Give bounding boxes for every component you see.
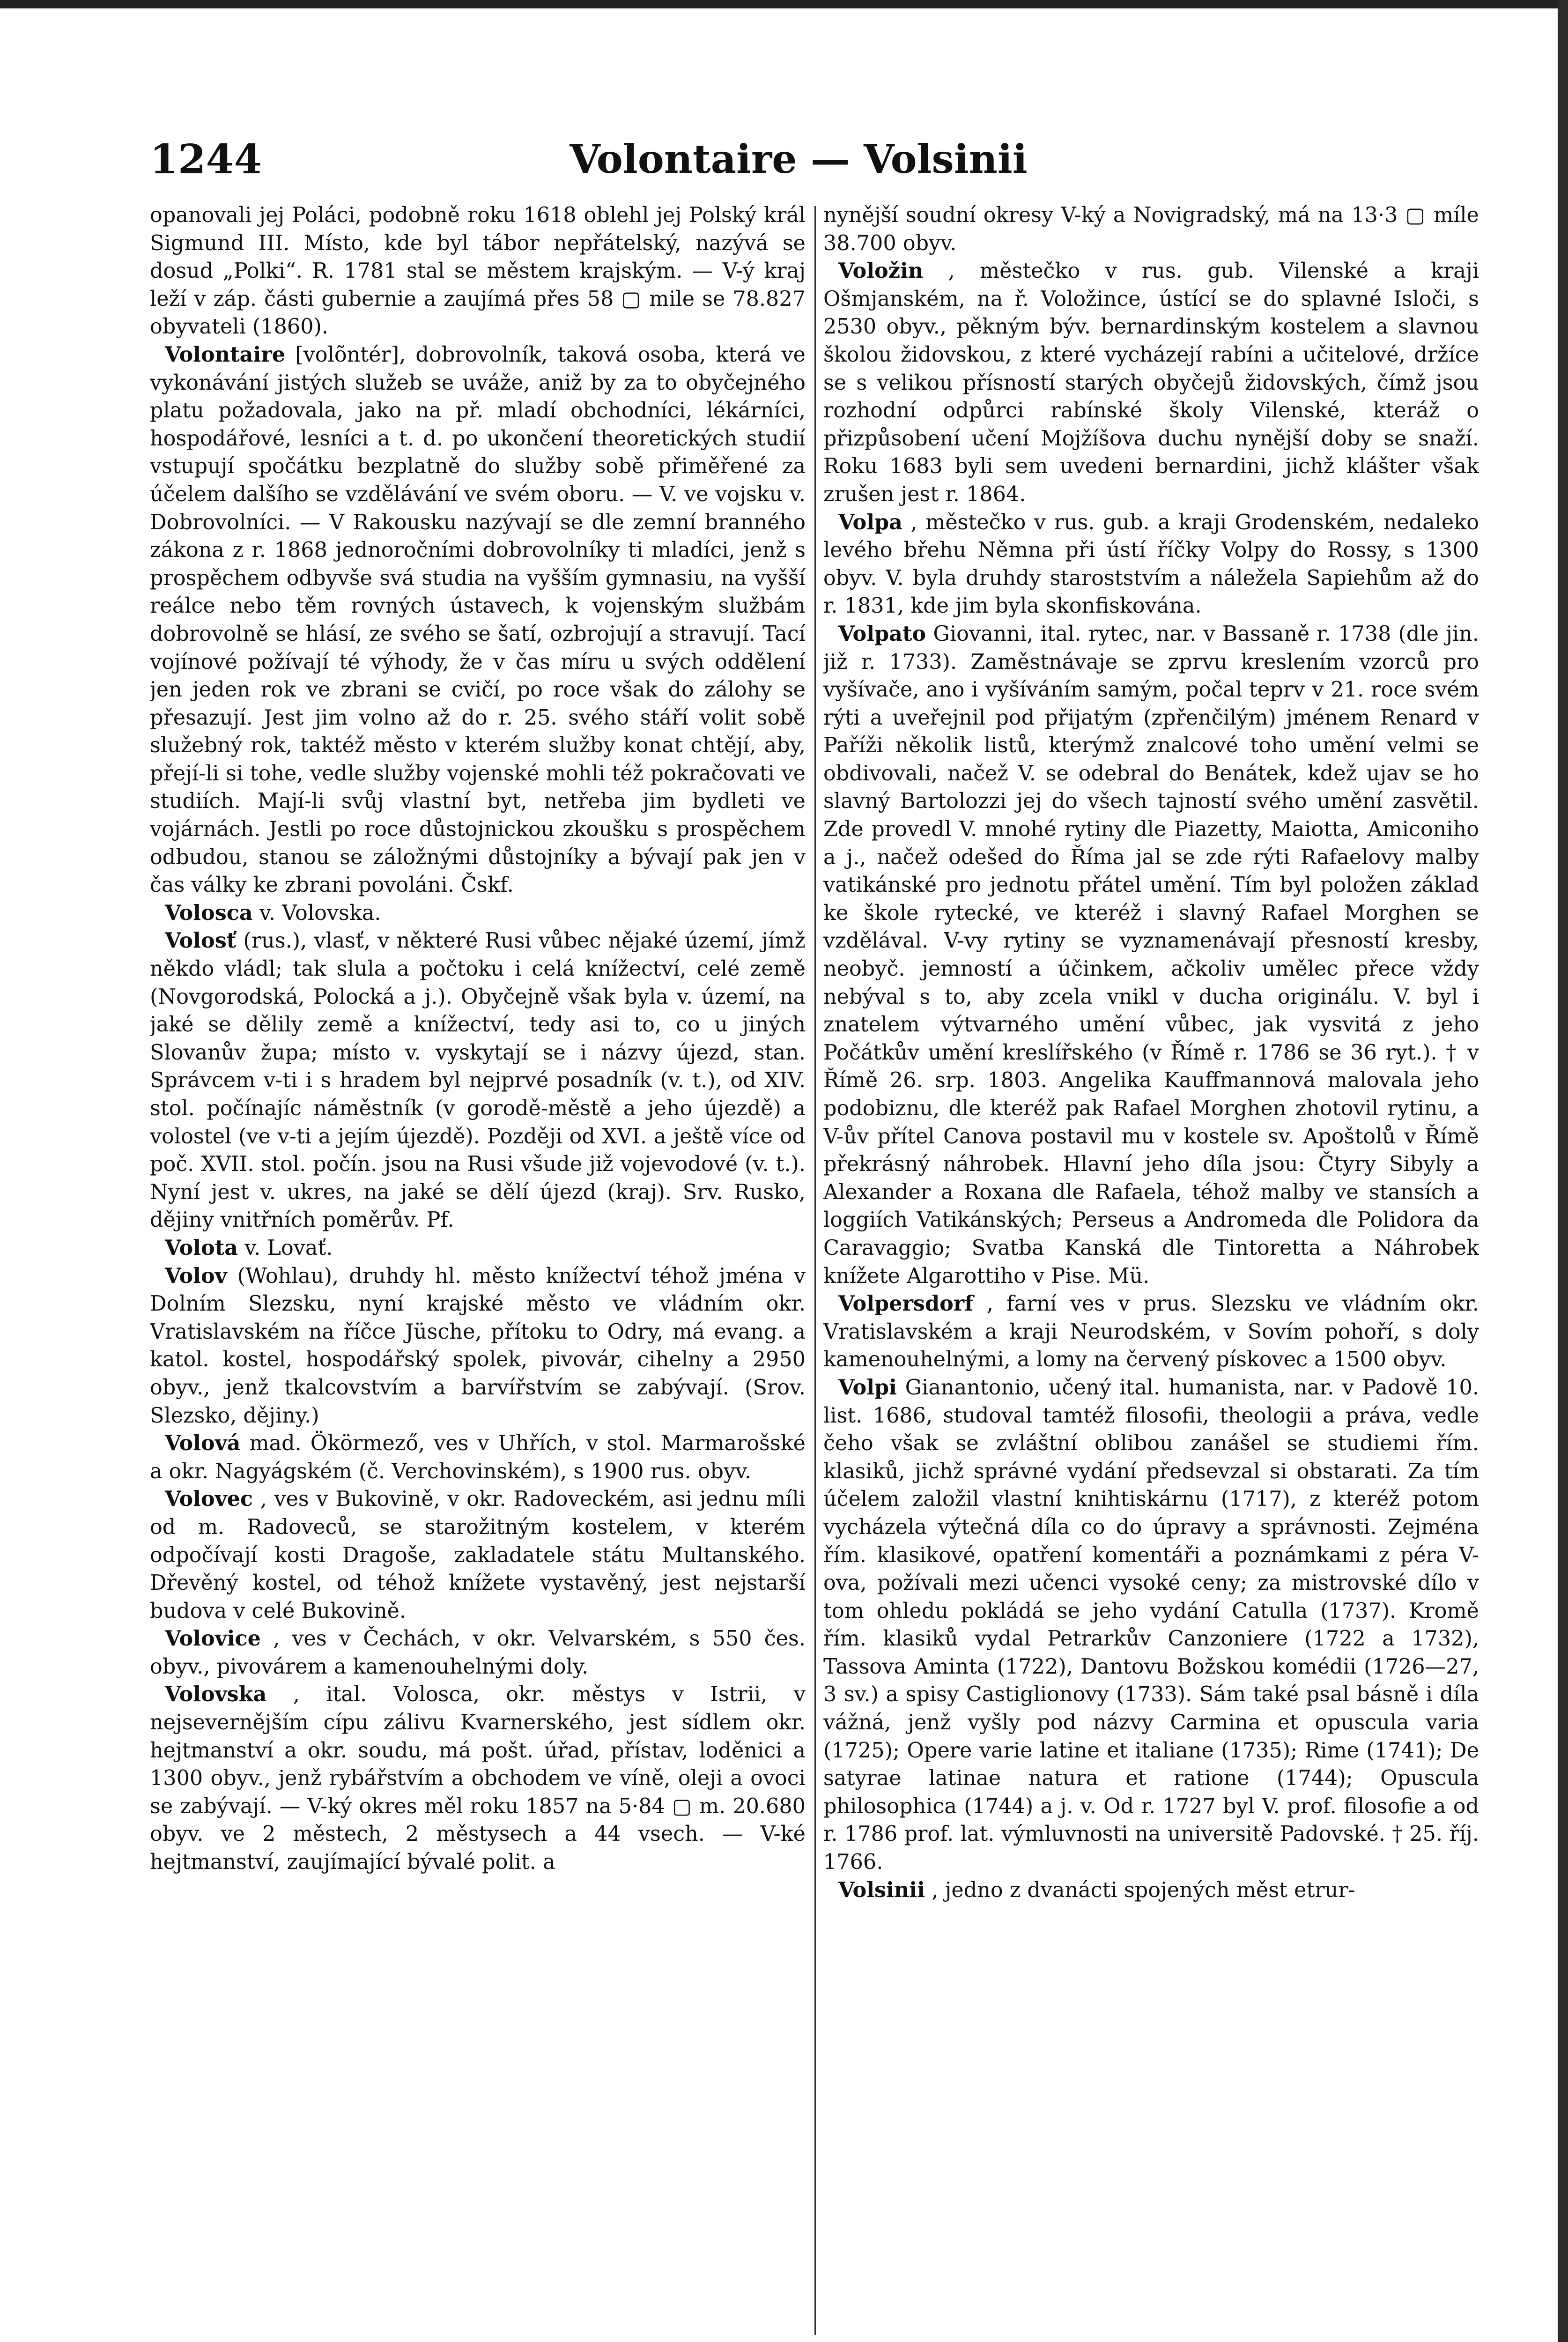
entry-headword: Volovec [165, 1487, 253, 1512]
dictionary-entry [150, 1262, 806, 1430]
entry-headword: Volota [165, 1235, 238, 1260]
running-head: Volontaire — Volsinii [570, 136, 1028, 182]
entry-text: v. Lovať. [244, 1236, 333, 1260]
dictionary-entry [823, 1876, 1479, 1905]
dictionary-entry [823, 1290, 1479, 1374]
dictionary-entry [150, 927, 806, 1234]
entry-text: , ital. Volosca, okr. městys v Istrii, v nejsevernějším cípu zálivu Kvarnerského, jest sídlem okr. hejtmanství a okr. soudu, má pošt. úřad, přístav, loděnici a 1300 obyv., jenž rybářstvím a obchodem ve víně, oleji a ovoci se zabývají. — V-ký okres měl roku 1857 na 5·84 ▢ m. 20.680 obyv. ve 2 městech, 2 městysech a 44 vsech. — V-ké hejtmanství, zaujímající bývalé polit. a [150, 1682, 806, 1875]
entry-headword: Volsinii [838, 1877, 925, 1902]
dictionary-entry [150, 341, 806, 899]
dictionary-entry [823, 509, 1479, 620]
entry-headword: Volpa [838, 510, 902, 534]
entry-text: , farní ves v prus. Slezsku ve vládním okr. Vratislavském a kraji Neurodském, v Sovím pohoří, s doly kamenouhelnými, a lomy na červený pískovec a 1500 obyv. [823, 1292, 1479, 1372]
entry-headword: Volpi [838, 1375, 897, 1400]
entry-text: (rus.), vlasť, v některé Rusi vůbec nějaké území, jímž někdo vládl; tak slula a počtoku i celá knížectví, celé země (Novgorodská, Polocká a j.). Obyčejně však byla v. území, na jaké se dělily země a knížectví, tedy asi to, co u jiných Slovanův župa; místo v. vyskytají se i názvy újezd, stan. Správcem v-ti i s hradem byl nejprvé posadník (v. t.), od XIV. stol. počínajíc náměstník (v gorodě-městě a jeho újezdě) a volostel (ve v-ti a jejím újezdě). Později od XVI. a ještě více od poč. XVII. stol. počín. jsou na Rusi všude již vojevodové (v. t.). Nyní jest v. ukres, na jaké se dělí újezd (kraj). Srv. Rusko, dějiny vnitřních poměrův. Pf. [150, 929, 806, 1232]
dictionary-entry [150, 201, 806, 341]
column-rule [814, 206, 816, 2335]
entry-text: Gianantonio, učený ital. humanista, nar. v Padově 10. list. 1686, studoval tamtéž filosofii, theologii a práva, vedle čeho však se zvláštní oblibou zanášel se studiemi řím. klasiků, jichž správné vydání předsevzal si obstarati. Za tím účelem založil vlastní knihtiskárnu (1717), z kteréž potom vycházela výtečná díla co do úpravy a správnosti. Zejména řím. klasikové, opatření komentáři a poznámkami z péra V-ova, požívali mezi učenci vysoké ceny; za mistrovské dílo v tom ohledu pokládá se jeho vydání Catulla (1737). Kromě řím. klasiků vydal Petrarkův Canzoniere (1722 a 1732), Tassova Aminta (1722), Dantovu Božskou komédii (1726—27, 3 sv.) a spisy Castiglionovy (1733). Sám také psal básně i díla vážná, jenž vyšly pod názvy Carmina et opuscula varia (1725); Opere varie latine et italiane (1735); Rime (1741); De satyrae latinae natura et ratione (1744); Opuscula philosophica (1744) a j. v. Od r. 1727 byl V. prof. filosofie a od r. 1786 prof. lat. výmluvnosti na universitě Padovské. † 25. říj. 1766. [823, 1375, 1479, 1875]
entry-headword: Volovska [165, 1682, 267, 1707]
page-header [150, 136, 1447, 187]
dictionary-entry [150, 1430, 806, 1485]
entry-headword: Volontaire [165, 342, 286, 367]
entry-text: nynější soudní okresy V-ký a Novigradský, má na 13·3 ▢ míle 38.700 obyv. [823, 203, 1479, 255]
entry-headword: Volovice [165, 1626, 261, 1651]
entry-text: , městečko v rus. gub. a kraji Grodenském, nedaleko levého břehu Němna při ústí říčky Volpy do Rossy, s 1300 obyv. V. byla druhdy staroststvím a náležela Sapiehům až do r. 1831, kde jim byla skonfiskována. [823, 510, 1479, 618]
page-edge-right [1558, 0, 1568, 2342]
entry-headword: Volov [165, 1263, 227, 1288]
page-edge-top [0, 0, 1568, 8]
entry-headword: Volpato [838, 621, 926, 646]
entry-text: , městečko v rus. gub. Vilenské a kraji Ošmjanském, na ř. Voložince, ústící se do splavné Isloči, s 2530 obyv., pěkným býv. bernardinským kostelem a slavnou školou židovskou, z které vycházejí rabíni a učitelové, držíce se s velikou přísností starých obyčejů židovských, čímž jsou rozhodní odpůrci rabínské školy Vilenské, kteráž o přizpůsobení učení Mojžíšova duchu nynější doby se snaží. Roku 1683 byli sem uvedeni bernardini, jichž klášter však zrušen jest r. 1864. [823, 259, 1479, 506]
entry-headword: Voložin [838, 259, 924, 283]
entry-text: opanovali jej Poláci, podobně roku 1618 oblehl jej Polský král Sigmund III. Místo, kde byl tábor nepřátelský, nazývá se dosud „Polki“. R. 1781 stal se městem krajským. — V-ý kraj leží v záp. části gubernie a zaujímá přes 58 ▢ mile se 78.827 obyvateli (1860). [150, 203, 806, 339]
right-column [823, 201, 1479, 2337]
dictionary-entry [150, 1234, 806, 1262]
dictionary-entry [150, 899, 806, 927]
entry-text: , ves v Bukovině, v okr. Radoveckém, asi jednu míli od m. Radoveců, se starožitným kostelem, v kterém odpočívají kosti Dragoše, zakladatele státu Multanského. Dřevěný kostel, od téhož knížete vystavěný, jest nejstarší budova v celé Bukovině. [150, 1487, 806, 1623]
entry-text: , jedno z dvanácti spojených měst etrur- [932, 1878, 1355, 1902]
entry-text: v. Volovska. [259, 901, 381, 925]
dictionary-entry [823, 620, 1479, 1290]
entry-text: , ves v Čechách, v okr. Velvarském, s 550 čes. obyv., pivovárem a kamenouhelnými doly. [150, 1627, 806, 1679]
dictionary-entry [150, 1681, 806, 1876]
entry-headword: Volosca [165, 900, 253, 925]
dictionary-entry [823, 201, 1479, 257]
entry-text: [volõntér], dobrovolník, taková osoba, která ve vykonávání jistých služeb se uváže, aniž by za to obyčejného platu požadovala, jako na př. mladí obchodníci, lékárníci, hospodářové, lesníci a t. d. po ukončení theoretických studií vstupují spočátku bezplatně do služby sobě přiměřené za účelem dalšího se vzdělávání ve svém oboru. — V. ve vojsku v. Dobrovolníci. — V Rakousku nazývají se dle zemní branného zákona z r. 1868 jednoročními dobrovolníky ti mladíci, jenž s prospěchem odbyvše svá studia na vyšším gymnasiu, na vyšší reálce nebo těm rovných ústavech, k vojenským službám dobrovolně se hlásí, ze svého se šatí, ozbrojují a stravují. Tací vojínové požívají té výhody, že v čas míru u svých oddělení jen jeden rok ve zbrani se cvičí, po roce však do zálohy se přesazují. Jest jim volno až do r. 25. svého stáří volit sobě služebný rok, taktéž město v kterém služby konat chtějí, aby, přejí-li si tohe, vedle služby vojenské mohli též pokračovati ve studiích. Mají-li svůj vlastní byt, netřeba jim bydleti ve vojárnách. Jestli po roce důstojnickou zkoušku s prospěchem odbudou, stanou se záložnými důstojníky a bývají pak jen v čas války ke zbrani povoláni. Čskf. [150, 342, 806, 897]
entry-text: (Wohlau), druhdy hl. město knížectví téhož jména v Dolním Slezsku, nyní krajské město ve vládním okr. Vratislavském na říčce Jüsche, přítoku to Odry, má evang. a katol. kostel, hospodářský spolek, pivovár, cihelny a 2950 obyv., jenž tkalcovstvím a barvířstvím se zabývají. (Srov. Slezsko, dějiny.) [150, 1264, 806, 1428]
page-number: 1244 [150, 136, 262, 183]
dictionary-entry [150, 1625, 806, 1681]
dictionary-entry [150, 1485, 806, 1625]
dictionary-entry [823, 1374, 1479, 1876]
dictionary-entry [823, 257, 1479, 508]
entry-headword: Volosť [165, 928, 237, 953]
entry-headword: Volová [165, 1431, 241, 1456]
entry-text: mad. Ökörmező, ves v Uhřích, v stol. Marmarošské a okr. Nagyágském (č. Verchovinském), s 1900 rus. obyv. [150, 1431, 806, 1483]
entry-headword: Volpersdorf [838, 1291, 974, 1316]
left-column [150, 201, 806, 2337]
entry-text: Giovanni, ital. rytec, nar. v Bassaně r. 1738 (dle jin. již r. 1733). Zaměstnávaje se zprvu kreslením vzorců pro vyšívače, ano i vyšíváním samým, počal teprv v 21. roce svém rýti a uveřejnil pod přijatým (zpřenčilým) jménem Renard v Paříži několik listů, kterýmž znalcové toho umění velmi se obdivovali, načež V. se odebral do Benátek, kdež ujav se ho slavný Bartolozzi jej do všech tajností svého umění zasvětil. Zde provedl V. mnohé rytiny dle Piazetty, Maiotta, Amiconiho a j., načež odešed do Říma jal se zde rýti Rafaelovy malby vatikánské pro jednotu přátel umění. Tím byl položen základ ke škole rytecké, ve kteréž i slavný Rafael Morghen se vzdělával. V-vy rytiny se vyznamenávají přesností kresby, neobyč. jemností a účinkem, ačkoliv umělec přece vždy nebýval s to, aby zcela vnikl v ducha originálu. V. byl i znatelem výtvarného umění vůbec, jak vysvitá z jeho Počátkův umění kreslířského (v Římě r. 1786 se 36 ryt.). † v Římě 26. srp. 1803. Angelika Kauffmannová malovala jeho podobiznu, dle kteréž pak Rafael Morghen zhotovil rytinu, a V-ův přítel Canova postavil mu v kostele sv. Apoštolů v Římě překrásný náhrobek. Hlavní jeho díla jsou: Čtyry Sibyly a Alexander a Roxana dle Rafaela, téhož malby ve stansích a loggiích Vatikánských; Perseus a Andromeda dle Polidora da Caravaggio; Svatba Kanská dle Tintoretta a Náhrobek knížete Algarottiho v Pise. Mü. [823, 622, 1479, 1288]
